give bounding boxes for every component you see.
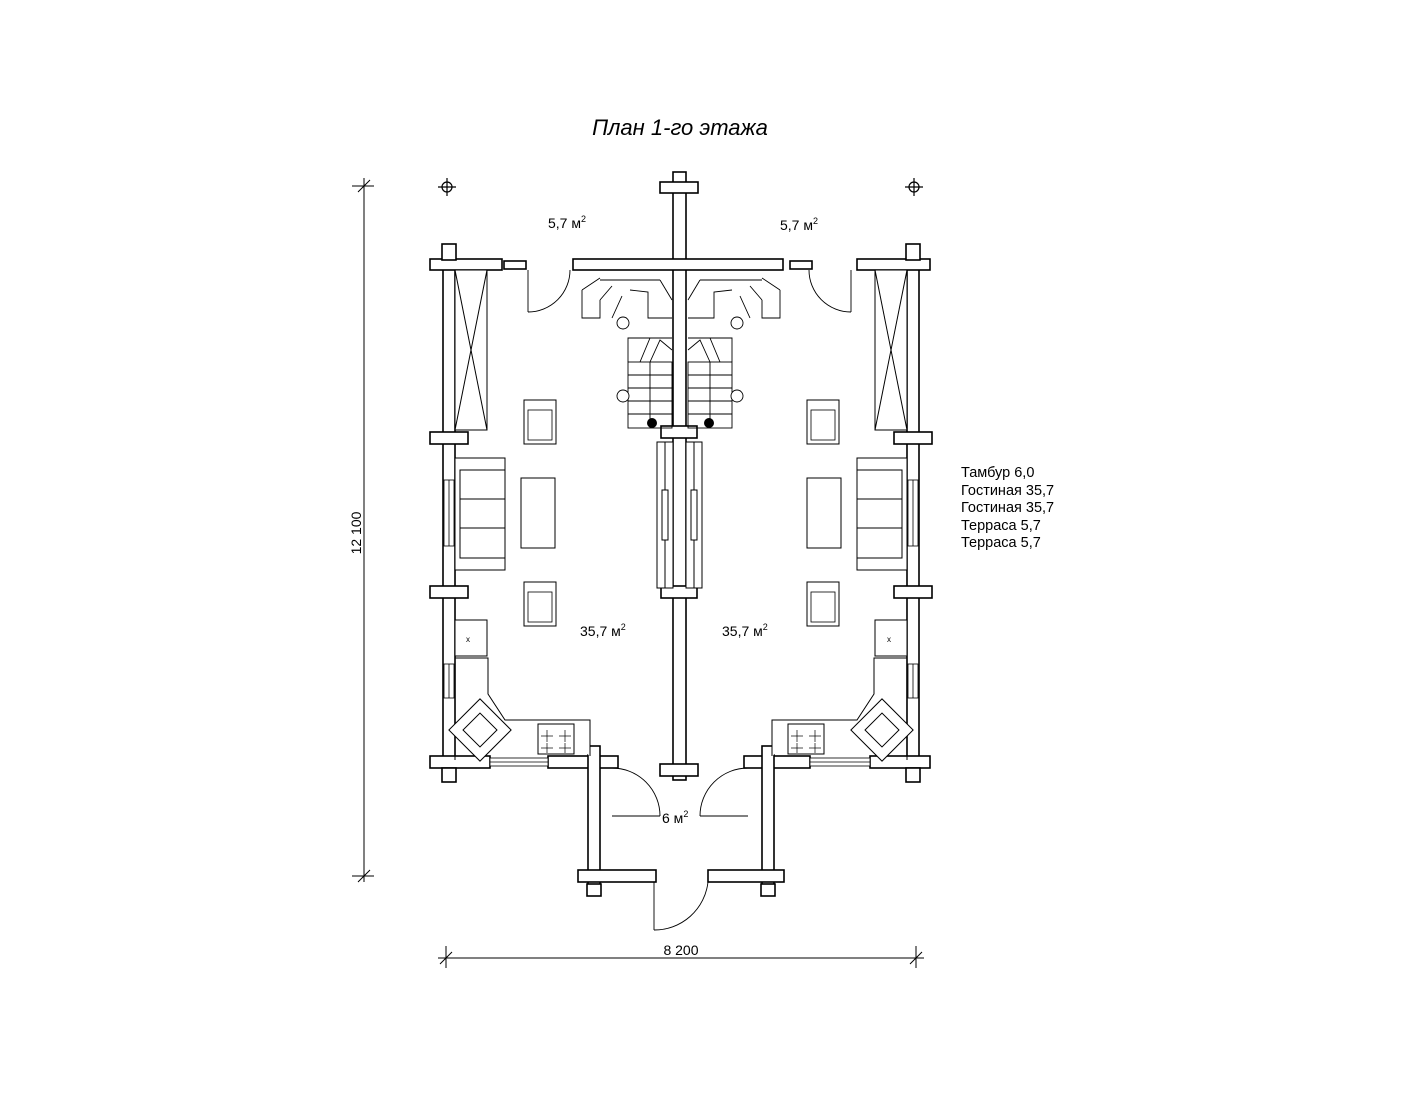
furniture-right: [772, 400, 913, 761]
legend-item: Гостиная 35,7: [961, 500, 1055, 516]
label-vestibule: 6 $м^2$: [662, 809, 689, 826]
stairs-left: [582, 278, 672, 428]
legend-item: Терраса 5,7: [961, 535, 1041, 551]
door-terrace-left: [528, 270, 570, 312]
area-legend: [961, 465, 1054, 553]
wall-top-left: [430, 259, 502, 270]
wall-bottom-left-b: [548, 756, 618, 768]
svg-text:x: x: [887, 635, 891, 644]
door-vestibule-right: [700, 768, 748, 816]
legend-item: Гостиная 35,7: [961, 482, 1055, 499]
dimension-height-label: 12 100: [348, 511, 364, 555]
vestibule-wall-bottom-right: [708, 870, 784, 882]
vestibule-wall-bottom-left: [578, 870, 656, 882]
wall-top-center: [573, 259, 783, 270]
dimension-width-label: 8 200: [663, 942, 699, 958]
plan-title: План 1-го этажа: [592, 115, 768, 140]
label-living-right: 35,7 $м^2$: [722, 622, 768, 639]
svg-text:x: x: [466, 635, 470, 644]
label-terrace-right: 5,7 $м^2$: [780, 216, 818, 233]
door-entrance: [654, 882, 708, 930]
label-living-left: 35,7 $м^2$: [580, 622, 626, 639]
door-terrace-right: [809, 270, 851, 312]
wall-bottom-right-a: [744, 756, 810, 768]
furniture-left: [449, 400, 590, 761]
stairs-right: [688, 278, 780, 428]
label-terrace-left: 5,7 $м^2$: [548, 214, 586, 231]
door-vestibule-left: [612, 768, 660, 816]
legend-item: Тамбур 6,0: [961, 465, 1035, 481]
legend-item: Терраса 5,7: [961, 517, 1041, 534]
